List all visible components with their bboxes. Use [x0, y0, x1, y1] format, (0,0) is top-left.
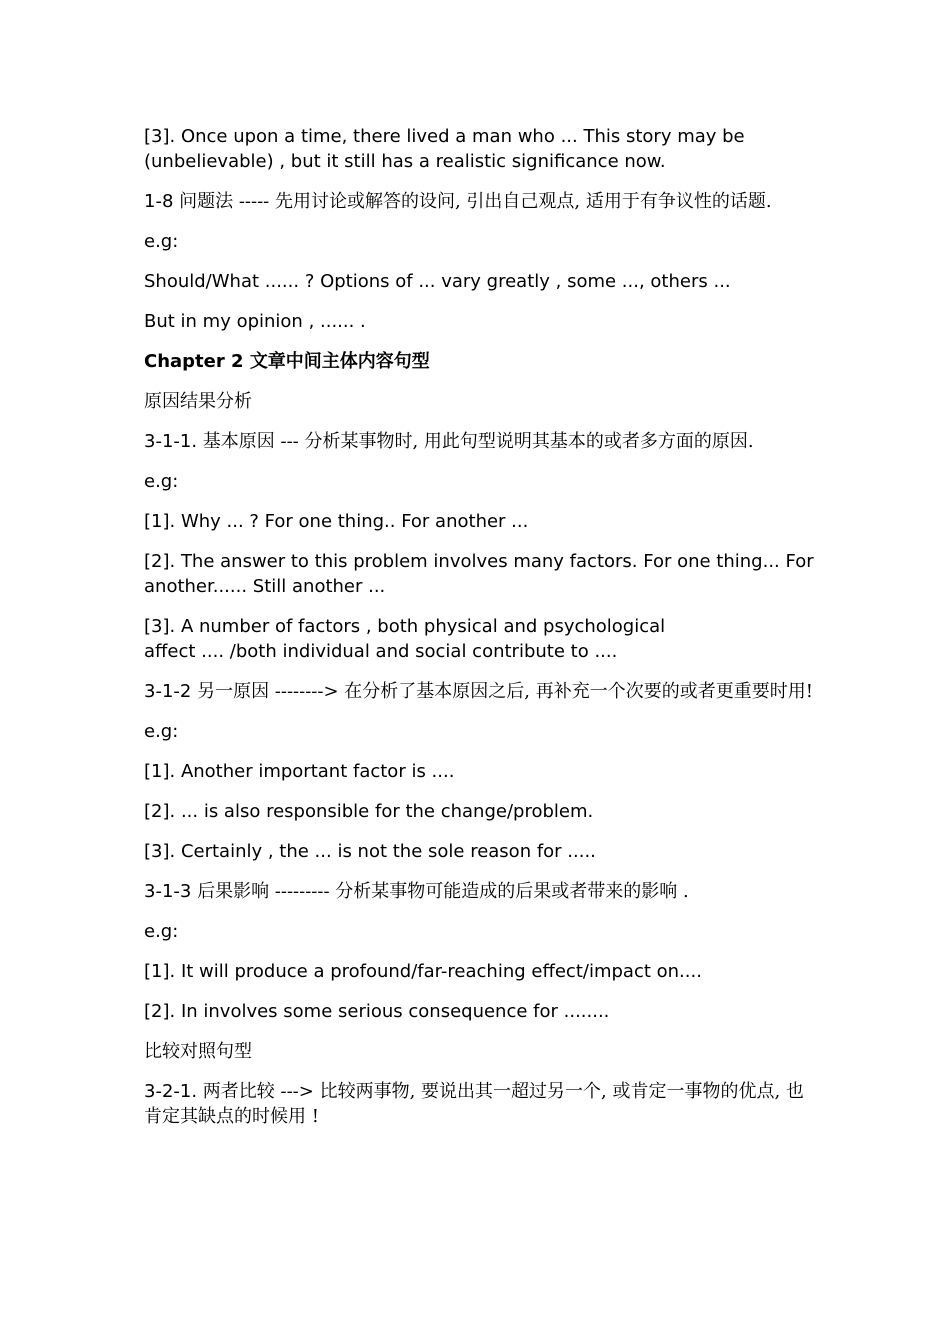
eg-label: e.g: [144, 921, 179, 942]
paragraph-consequence [144, 879, 814, 904]
chapter-heading [144, 349, 814, 374]
section-heading-cause-effect: 原因结果分析 [144, 391, 252, 412]
example-line [144, 614, 814, 664]
paragraph-two-compare [144, 1079, 814, 1129]
example-line: [1]. Another important factor is .... [144, 761, 455, 782]
paragraph-basic-cause [144, 429, 814, 454]
paragraph-question-method [144, 189, 814, 214]
document-page [144, 124, 814, 1144]
paragraph-story-example: [3]. Once upon a time, there lived a man who ... This story may be (unbelievable) , but it still has a realistic significance now. [144, 126, 745, 172]
item-number: 3-2-1. [144, 1081, 203, 1102]
example-line: [2]. In involves some serious consequence for ........ [144, 1001, 610, 1022]
item-number: 1-8 [144, 191, 180, 212]
example-line: [1]. Why ... ? For one thing.. For another ... [144, 511, 529, 532]
example-line: [2]. The answer to this problem involves many factors. For one thing... For another...... Still another ... [144, 551, 814, 597]
item-number: 3-1-3 [144, 881, 198, 902]
item-number: 3-1-1. [144, 431, 203, 452]
eg-label: e.g: [144, 471, 179, 492]
eg-label: e.g: [144, 231, 179, 252]
example-line: [2]. ... is also responsible for the change/problem. [144, 801, 594, 822]
item-description: 另一原因 --------> 在分析了基本原因之后, 再补充一个次要的或者更重要时用! [197, 681, 813, 702]
item-description: 后果影响 --------- 分析某事物可能造成的后果或者带来的影响 . [197, 881, 689, 902]
item-description: 基本原因 --- 分析某事物时, 用此句型说明其基本的或者多方面的原因. [202, 431, 754, 452]
paragraph-example-opinion: But in my opinion , ...... . [144, 311, 366, 332]
paragraph-example-options: Should/What ...... ? Options of ... vary greatly , some ..., others ... [144, 271, 731, 292]
section-heading-comparison: 比较对照句型 [144, 1041, 252, 1062]
chapter-label: Chapter 2 [144, 351, 250, 372]
item-description: 两者比较 ---> 比较两事物, 要说出其一超过另一个, 或肯定一事物的优点, 也肯定其缺点的时候用 ! [144, 1081, 804, 1127]
item-number: 3-1-2 [144, 681, 198, 702]
example-line: [3]. Certainly , the ... is not the sole reason for ..... [144, 841, 596, 862]
example-line-part-2: affect .... /both individual and social contribute to .... [144, 641, 618, 662]
example-line-part-1: [3]. A number of factors , both physical and psychological [144, 616, 666, 637]
paragraph-another-cause [144, 679, 814, 704]
example-line: [1]. It will produce a profound/far-reaching effect/impact on.... [144, 961, 702, 982]
chapter-title: 文章中间主体内容句型 [249, 351, 430, 372]
eg-label: e.g: [144, 721, 179, 742]
item-description: 问题法 ----- 先用讨论或解答的设问, 引出自己观点, 适用于有争议性的话题. [179, 191, 772, 212]
